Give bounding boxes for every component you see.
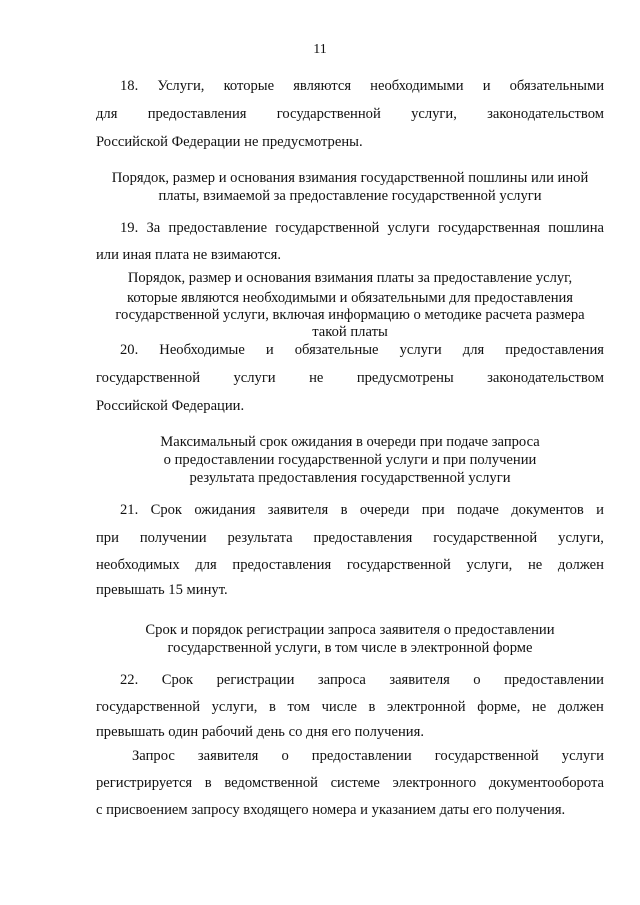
word: государственная [437, 220, 541, 236]
paragraph-20-line-3: Российской Федерации. [96, 398, 245, 414]
word: 18. [120, 78, 139, 94]
paragraph-21-line-1 [120, 500, 604, 520]
section-heading-fees-line-2: платы, взимаемой за предоставление государственной услуги [158, 188, 542, 204]
word: государственной [275, 220, 380, 236]
word: не [527, 557, 543, 573]
section-heading-waiting-line-1: Максимальный срок ожидания в очереди при подаче запроса [160, 434, 540, 450]
word: Срок [161, 672, 194, 688]
section-heading-registration-line-1: Срок и порядок регистрации запроса заявителя о предоставлении [145, 622, 555, 638]
word: услуги [561, 748, 604, 764]
word: в [340, 502, 348, 518]
word: форме, [477, 699, 521, 715]
section-heading-registration-line-2: государственной услуги, в том числе в электронной форме [167, 640, 533, 656]
word: предоставлении [311, 748, 412, 764]
word: ведомственной [224, 775, 318, 791]
paragraph-22-line-1 [120, 670, 604, 690]
word: для [462, 342, 485, 358]
word: 21. [120, 502, 139, 518]
word: должен [557, 699, 604, 715]
word: которые [223, 78, 275, 94]
word: пошлина [548, 220, 604, 236]
word: законодательством [487, 370, 604, 386]
word: ожидания [194, 502, 256, 518]
word: являются [293, 78, 352, 94]
word: услуги, [211, 699, 258, 715]
word: запроса [317, 672, 366, 688]
word: получении [139, 530, 207, 546]
paragraph-20-line-2 [96, 368, 604, 388]
word: предоставление [168, 220, 268, 236]
section-heading-payment-line-2: которые являются необходимыми и обязательными для предоставления [126, 290, 574, 306]
word: Запрос [132, 748, 175, 764]
paragraph-22-line-2 [96, 697, 604, 717]
section-heading-waiting-line-2: о предоставлении государственной услуги и при получении [163, 452, 537, 468]
section-heading-payment-line-3: государственной услуги, включая информацию о методике расчета размера [115, 307, 585, 323]
word: предусмотрены [356, 370, 454, 386]
paragraph-18-line-3: Российской Федерации не предусмотрены. [96, 134, 363, 150]
word: 19. [120, 220, 139, 236]
paragraph-22-line-3: превышать один рабочий день со дня его получения. [96, 724, 424, 740]
word: заявителя [267, 502, 329, 518]
word: государственной [346, 557, 451, 573]
word: при [96, 530, 119, 546]
word: электронной [387, 699, 466, 715]
page-number: 11 [313, 42, 327, 57]
word: заявителя [197, 748, 259, 764]
word: в [368, 699, 376, 715]
word: За [146, 220, 161, 236]
word: для [195, 557, 217, 573]
word: услуги, [411, 106, 457, 122]
word: для [96, 106, 118, 122]
word: и [596, 502, 604, 518]
word: регистрации [216, 672, 295, 688]
word: Срок [150, 502, 183, 518]
word: системе [330, 775, 380, 791]
word: том [287, 699, 310, 715]
word: и [265, 342, 274, 358]
paragraph-20-line-1 [120, 340, 604, 360]
word: обязательными [509, 78, 604, 94]
word: результата [227, 530, 293, 546]
word: услуги, [558, 530, 604, 546]
word: услуги, [466, 557, 513, 573]
section-heading-payment-line-4: такой платы [312, 324, 388, 340]
word: услуги [233, 370, 276, 386]
paragraph-request-line-2 [96, 773, 604, 793]
word: регистрируется [96, 775, 193, 791]
word: необходимыми [370, 78, 464, 94]
word: необходимых [96, 557, 180, 573]
paragraph-18-line-1 [120, 76, 604, 96]
section-heading-waiting-line-3: результата предоставления государственной услуги [189, 470, 511, 486]
word: не [531, 699, 547, 715]
word: предоставлении [504, 672, 604, 688]
word: государственной [434, 748, 539, 764]
word: о [473, 672, 481, 688]
word: государственной [96, 699, 201, 715]
word: должен [557, 557, 604, 573]
word: 20. [120, 342, 139, 358]
word: услуги [399, 342, 442, 358]
paragraph-19-line-1 [120, 218, 604, 238]
paragraph-request-line-1 [132, 746, 604, 766]
word: заявителя [389, 672, 450, 688]
word: в [204, 775, 212, 791]
word: предоставления [505, 342, 604, 358]
paragraph-19-line-2: или иная плата не взимаются. [96, 247, 282, 263]
word: о [281, 748, 289, 764]
word: Необходимые [159, 342, 245, 358]
word: обязательные [294, 342, 379, 358]
word: государственной [276, 106, 381, 122]
paragraph-request-line-3: с присвоением запросу входящего номера и указанием даты его получения. [96, 802, 566, 818]
word: государственной [96, 370, 201, 386]
paragraph-18-line-2 [96, 104, 604, 124]
word: не [309, 370, 324, 386]
word: документооборота [488, 775, 604, 791]
paragraph-21-line-2 [96, 528, 604, 548]
word: очереди [359, 502, 410, 518]
word: предоставления [232, 557, 332, 573]
word: и [482, 78, 491, 94]
word: Услуги, [157, 78, 205, 94]
word: в [269, 699, 276, 715]
section-heading-payment-line-1: Порядок, размер и основания взимания платы за предоставление услуг, [127, 270, 573, 286]
word: предоставления [313, 530, 413, 546]
word: числе [321, 699, 357, 715]
section-heading-fees-line-1: Порядок, размер и основания взимания государственной пошлины или иной [111, 170, 589, 186]
word: государственной [433, 530, 538, 546]
word: 22. [120, 672, 139, 688]
word: при [421, 502, 445, 518]
word: подаче [457, 502, 499, 518]
word: документов [511, 502, 584, 518]
paragraph-21-line-3 [96, 555, 604, 575]
word: законодательством [487, 106, 604, 122]
paragraph-21-line-4: превышать 15 минут. [96, 582, 228, 598]
word: услуги [387, 220, 430, 236]
word: предоставления [147, 106, 247, 122]
word: электронного [392, 775, 477, 791]
